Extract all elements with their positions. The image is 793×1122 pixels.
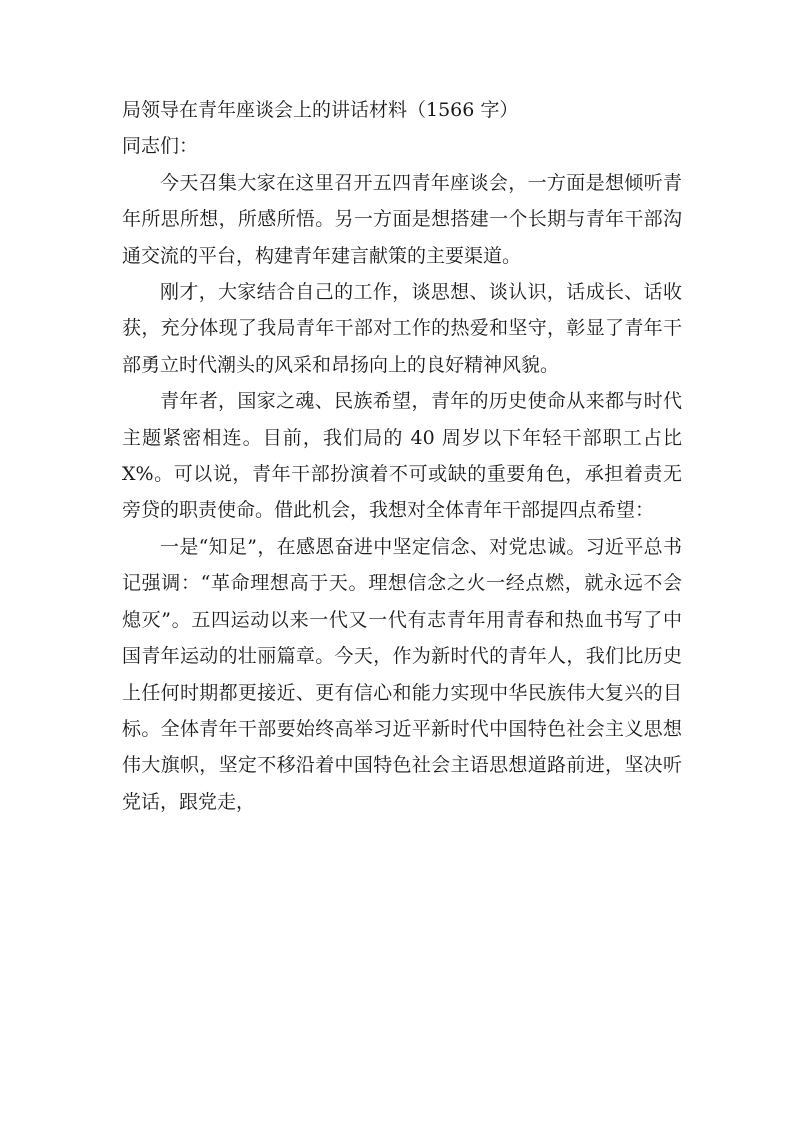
paragraph-4: 一是“知足”，在感恩奋进中坚定信念、对党忠诚。习近平总书记强调：“革命理想高于天。理想信念之火一经点燃，就永远不会熄灭”。五四运动以来一代又一代有志青年用青春和热血书写了中国青年运动的壮丽篇章。今天，作为新时代的青年人，我们比历史上任何时期都更接近、更有信心和能力实现中华民族伟大复兴的目标。全体青年干部要始终高举习近平新时代中国特色社会主义思想伟大旗帜，坚定不移沿着中国特色社会主语思想道路前进，坚决听党话，跟党走， [122, 535, 682, 813]
paragraph-3: 青年者，国家之魂、民族希望，青年的历史使命从来都与时代主题紧密相连。目前，我们局的 40 周岁以下年轻干部职工占比 X%。可以说，青年干部扮演着不可或缺的重要角色，承担着责无旁贷的职责使命。借此机会，我想对全体青年干部提四点希望： [122, 390, 682, 522]
document-body [122, 92, 682, 820]
paragraph-1: 今天召集大家在这里召开五四青年座谈会，一方面是想倾听青年所思所想，所感所悟。另一方面是想搭建一个长期与青年干部沟通交流的平台，构建青年建言献策的主要渠道。 [122, 171, 682, 267]
salutation: 同志们： [122, 135, 199, 158]
paragraph-2: 刚才，大家结合自己的工作，谈思想、谈认识，话成长、话收获，充分体现了我局青年干部对工作的热爱和坚守，彰显了青年干部勇立时代潮头的风采和昂扬向上的良好精神风貌。 [122, 281, 682, 376]
document-title: 局领导在青年座谈会上的讲话材料（1566 字） [122, 99, 519, 121]
